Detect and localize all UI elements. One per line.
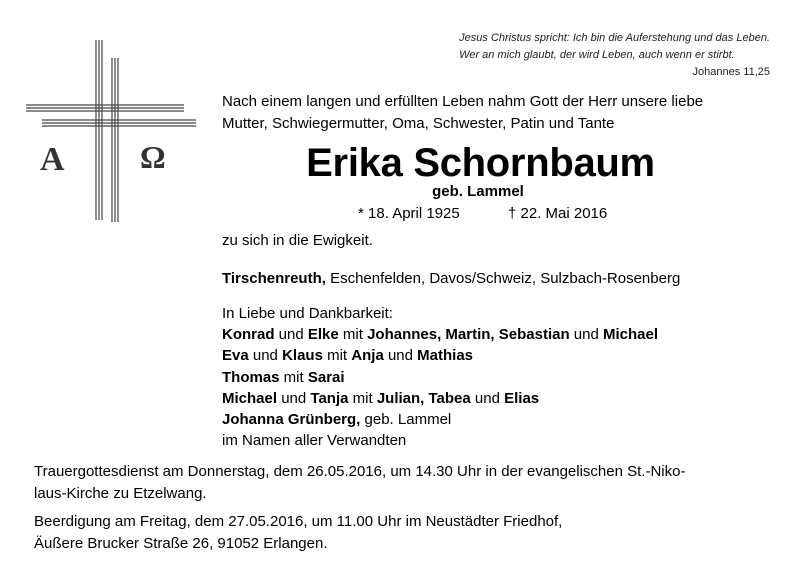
family-line-5 xyxy=(222,409,658,430)
family-name: Elke xyxy=(307,326,339,344)
birth-date: * 18. April 1925 xyxy=(358,205,460,222)
cross-alpha-omega-icon xyxy=(24,40,199,230)
omega-symbol: Ω xyxy=(140,139,166,175)
family-name: Johannes, Martin, Sebastian xyxy=(367,326,570,344)
family-name: Sarai xyxy=(307,368,345,386)
family-name: Mathias xyxy=(417,347,474,365)
alpha-symbol: A xyxy=(40,141,65,178)
family-name: Johanna Grünberg, xyxy=(222,411,361,429)
family-connector: und xyxy=(248,347,283,365)
family-name: Michael xyxy=(222,389,278,407)
bible-quote xyxy=(459,30,770,81)
family-name: Eva xyxy=(222,347,249,365)
family-name: Julian, Tabea xyxy=(376,389,471,407)
family-heading: In Liebe und Dankbarkeit: xyxy=(222,305,393,322)
service-line-2: laus-Kirche zu Etzelwang. xyxy=(34,485,207,502)
family-name: Elias xyxy=(504,389,540,407)
quote-line-1: Jesus Christus spricht: Ich bin die Auferstehung und das Leben. xyxy=(459,32,770,44)
quote-reference: Johannes 11,25 xyxy=(692,66,770,78)
family-list xyxy=(222,303,658,451)
family-connector: und xyxy=(277,389,311,407)
family-connector: und xyxy=(470,389,505,407)
closing-text: zu sich in die Ewigkeit. xyxy=(222,232,373,249)
family-connector: geb. Lammel xyxy=(360,411,452,429)
family-connector: mit xyxy=(279,368,308,386)
family-line-2 xyxy=(222,345,658,366)
family-connector: und xyxy=(383,347,418,365)
family-name: Thomas xyxy=(222,368,280,386)
family-connector: und xyxy=(274,326,308,344)
quote-line-2: Wer an mich glaubt, der wird Leben, auch wenn er stirbt. xyxy=(459,49,735,61)
family-name: Konrad xyxy=(222,326,275,344)
places-line xyxy=(222,269,680,289)
burial-info xyxy=(34,511,774,555)
intro-line-2: Mutter, Schwiegermutter, Oma, Schwester, Patin und Tante xyxy=(222,115,615,132)
family-line-6: im Namen aller Verwandten xyxy=(222,432,407,450)
intro-text xyxy=(222,91,782,135)
family-name: Michael xyxy=(603,326,659,344)
family-name: Klaus xyxy=(282,347,323,365)
places-main: Tirschenreuth, xyxy=(222,270,326,287)
family-name: Anja xyxy=(351,347,384,365)
burial-line-2: Äußere Brucker Straße 26, 91052 Erlangen. xyxy=(34,535,328,552)
family-name: Tanja xyxy=(310,389,349,407)
places-others: Eschenfelden, Davos/Schweiz, Sulzbach-Rosenberg xyxy=(325,270,681,287)
intro-line-1: Nach einem langen und erfüllten Leben nahm Gott der Herr unsere liebe xyxy=(222,93,704,110)
family-line-4 xyxy=(222,388,658,409)
service-line-1: Trauergottesdienst am Donnerstag, dem 26.05.2016, um 14.30 Uhr in der evangelischen St.-Niko- xyxy=(34,463,686,480)
family-connector: mit xyxy=(322,347,352,365)
deceased-name: Erika Schornbaum xyxy=(306,141,655,185)
maiden-name: geb. Lammel xyxy=(432,183,524,200)
family-line-1 xyxy=(222,324,658,345)
family-connector: mit xyxy=(338,326,368,344)
family-connector: und xyxy=(569,326,604,344)
family-connector: mit xyxy=(348,389,377,407)
death-date: † 22. Mai 2016 xyxy=(508,205,608,222)
funeral-service-info xyxy=(34,461,774,505)
burial-line-1: Beerdigung am Freitag, dem 27.05.2016, um 11.00 Uhr im Neustädter Friedhof, xyxy=(34,513,563,530)
family-line-3 xyxy=(222,367,658,388)
